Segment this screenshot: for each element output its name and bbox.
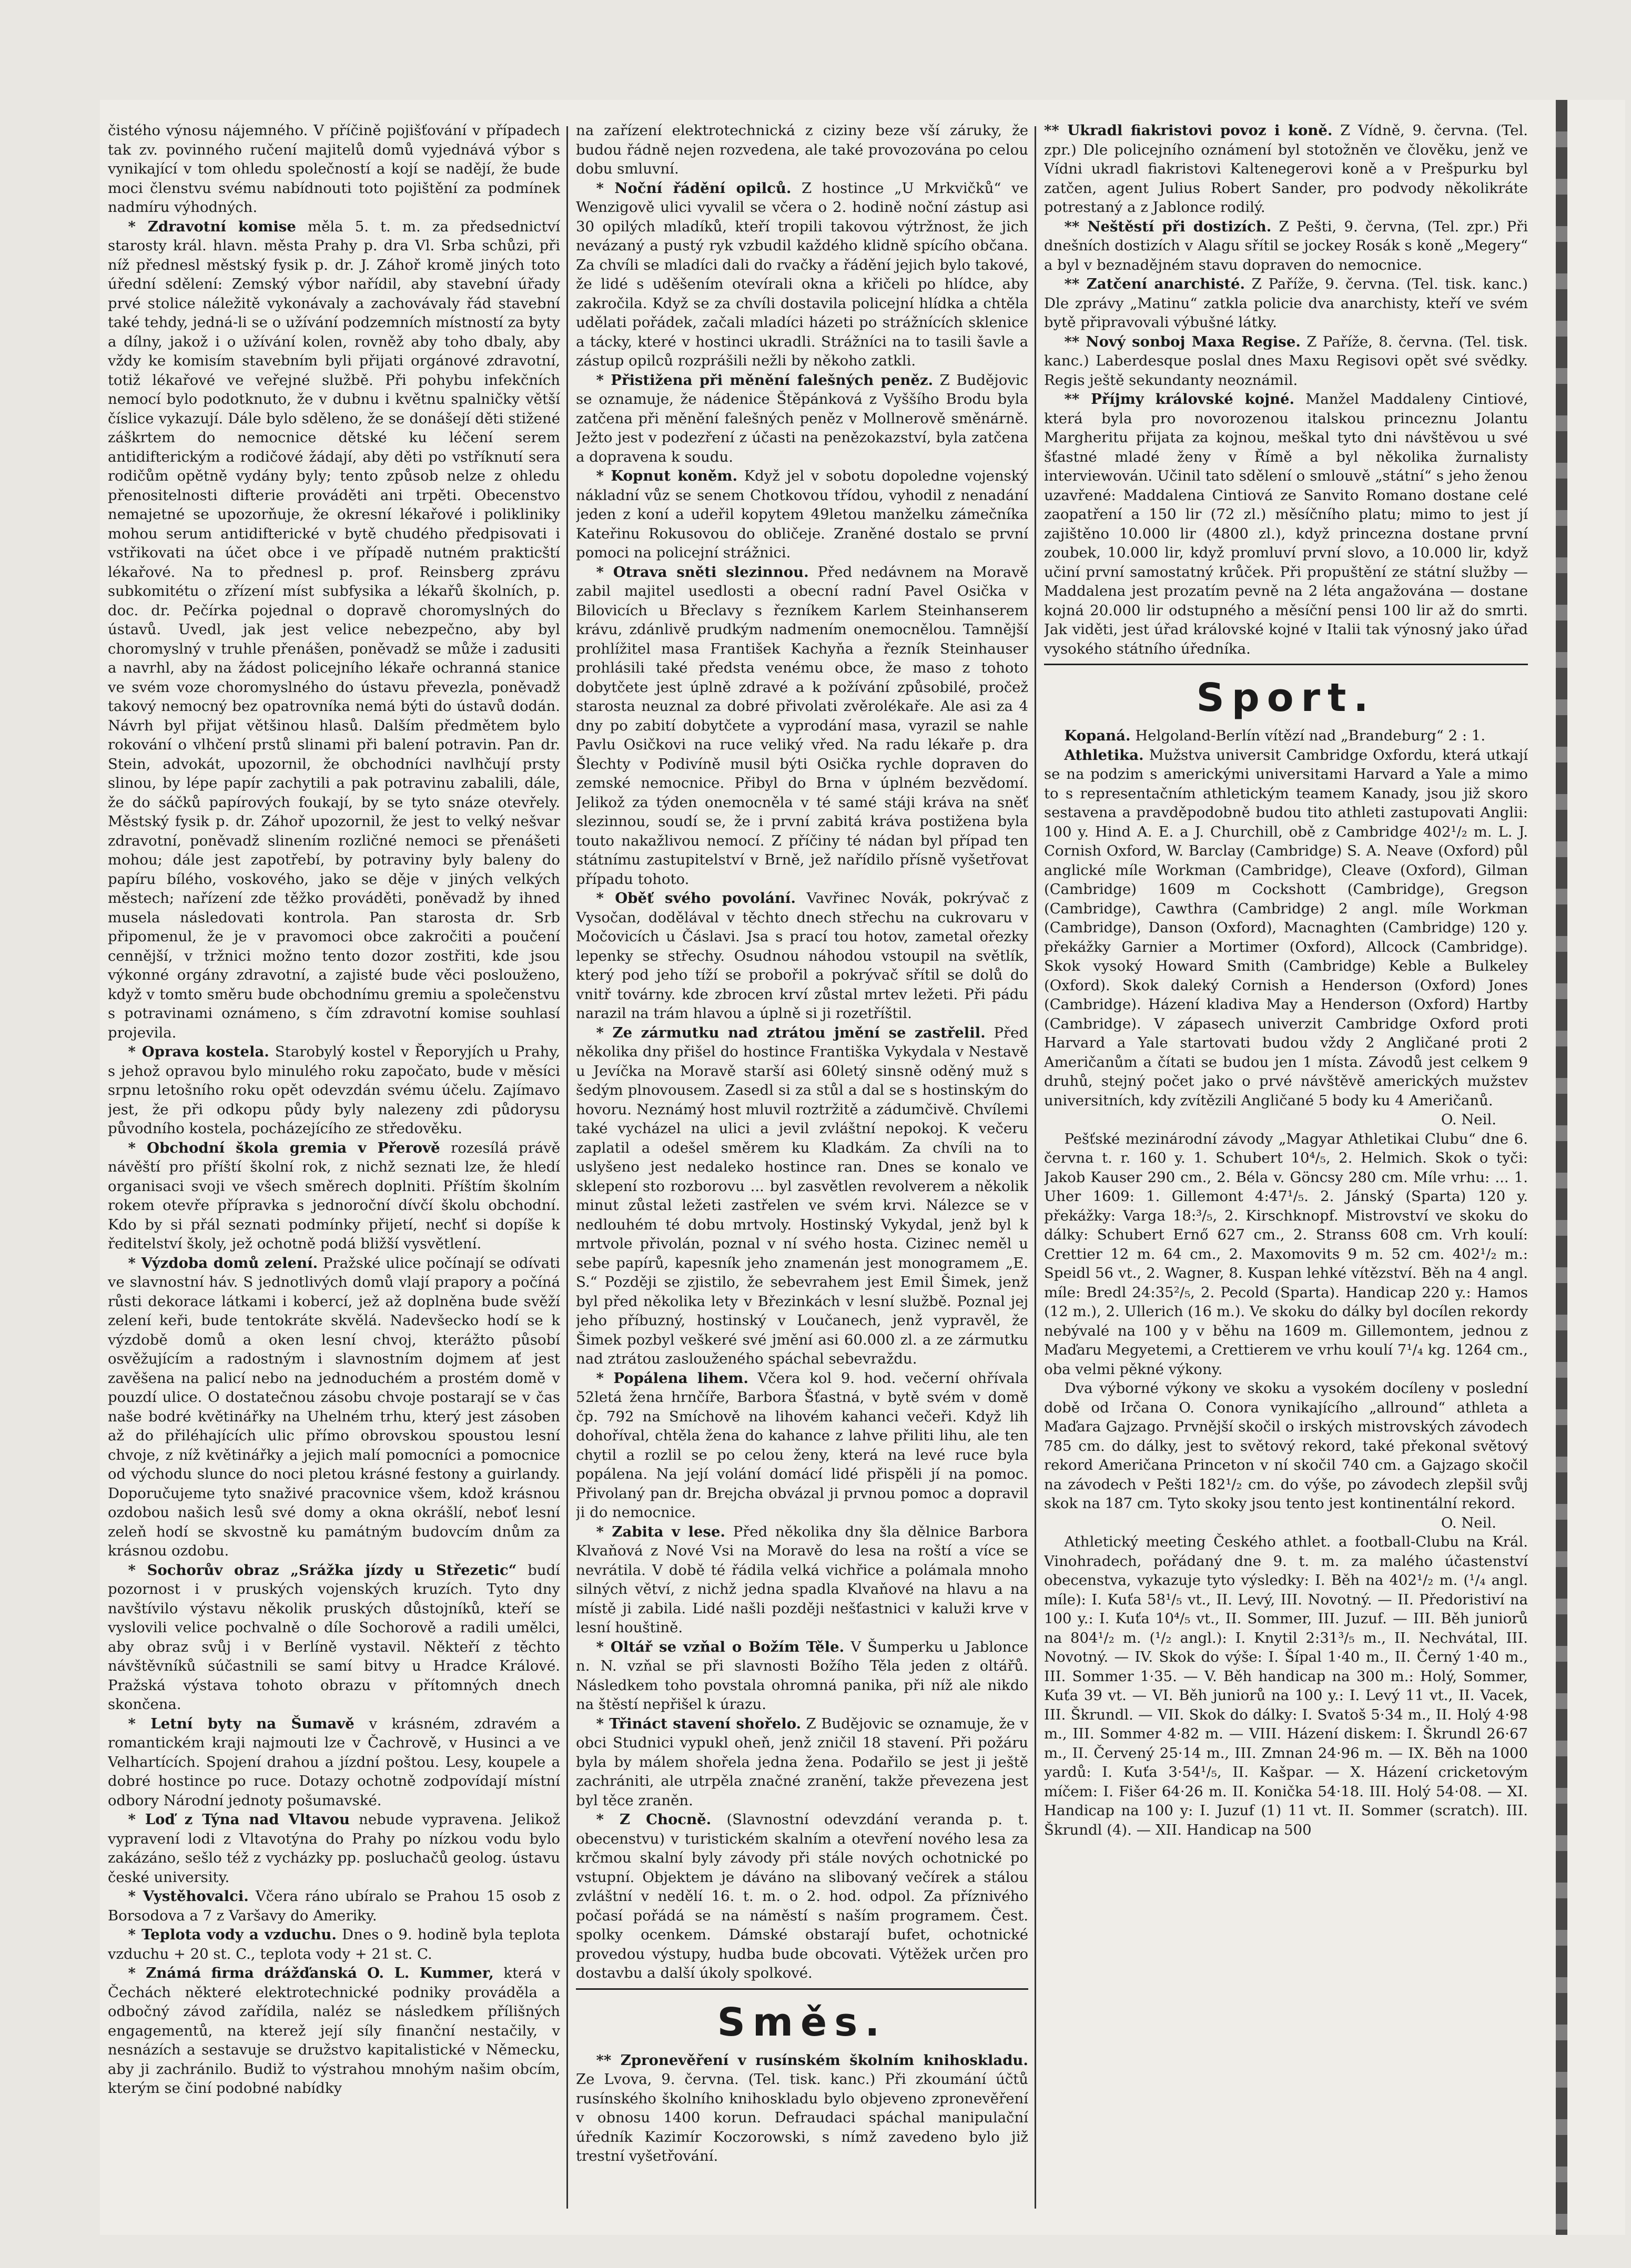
article-paragraph [108, 1925, 560, 1964]
article-paragraph [1044, 1532, 1528, 1839]
article-paragraph [108, 1561, 560, 1714]
author-signature: O. Neil. [1441, 1111, 1496, 1128]
section-heading: Směs. [717, 1999, 887, 2045]
article-text: Z Paříže, 9. června. (Tel. tisk. kanc.) Dle zprávy „Matinu“ zatkla policie dva anarchisty, kteří ve svém bytě připravovali výbušné látky. [1044, 276, 1528, 331]
article-headline: * Zabita v lese. [596, 1523, 726, 1540]
article-paragraph [1044, 274, 1528, 332]
article-text: Dva výborné výkony ve skoku a vysokém docíleny v poslední době od Irčana O. Conora vynikajícího „allround“ athleta a Maďara Gajzago. Prvnější skočil o irských mistrovských závodech 785 cm. do dálky, jest to světový rekord, také překonal světový rekord Američana Princeton v ní skočil 740 cm. a Gajzago skočil na závodech v Pešti 182¹/₂ cm. do výše, po závodech zlepšil svůj skok na 187 cm. Tyto skoky jsou tento jest kontinentální rekord. [1044, 1380, 1528, 1512]
article-headline: * Přistižena při měnění falešných peněz. [596, 371, 934, 389]
article-paragraph [576, 121, 1028, 179]
column-divider [566, 126, 568, 2209]
article-text: Včera ráno ubíralo se Prahou 15 osob z Borsodova a 7 z Varšavy do Ameriky. [108, 1888, 560, 1924]
article-paragraph [576, 1522, 1028, 1638]
article-text: Když jel v sobotu dopoledne vojenský nákladní vůz se senem Chotkovou třídou, vyhodil z nenadání jeden z koní a udeřil kopytem 49letou manželku zámečníka Kateřinu Rokusovou do obličeje. Zraněné dostalo se první pomoci na policejní strážnici. [576, 467, 1028, 561]
article-paragraph [1044, 390, 1528, 658]
article-headline: * Oprava kostela. [128, 1043, 269, 1060]
article-paragraph [576, 889, 1028, 1023]
article-text: Včera kol 9. hod. večerní ohřívala 52letá žena hrnčíře, Barbora Šťastná, v bytě svém v domě čp. 792 na Smíchově na lihovém kahanci večeři. Když lih dohoříval, chtěla žena do kahance z lahve přiliti lihu, ale ten chytil a rozlil se po celou ženy, která na levé ruce byla popálena. Na její volání domácí lidé přispěli jí na pomoc. Přivolaný pan dr. Brejcha obvázal ji prvnou pomoc a dopravil ji do nemocnice. [576, 1369, 1028, 1521]
article-paragraph [1044, 121, 1528, 217]
article-headline: * Oběť svého povolání. [596, 890, 796, 907]
article-paragraph [1044, 746, 1528, 1111]
article-headline: * Teplota vody a vzduchu. [128, 1926, 337, 1943]
article-text: V Šumperku u Jablonce n. N. vzňal se při slavnosti Božího Těla jeden z oltářů. Následkem toho povstala ohromná panika, při níž ale nikdo na štěstí nepřišel k úrazu. [576, 1638, 1028, 1713]
article-paragraph [108, 1254, 560, 1561]
article-paragraph [576, 2051, 1028, 2166]
article-headline: ** Nový sonboj Maxa Regise. [1064, 333, 1301, 350]
article-paragraph [1044, 1379, 1528, 1513]
article-text: Před několika dny přišel do hostince Františka Vykydala v Nestavě u Jevíčka na Moravě starší asi 60letý sinsně oděný muž s šedým plnovousem. Zasedl si za stůl a dal se s hostinským do hovoru. Neznámý host mluvil roztržitě a zádumčivě. Chvílemi také vycházel na ulici a jevil zvláštní nepokoj. K večeru zaplatil a odešel směrem ku Kladkám. Za chvíli na to uslyšeno jest nedaleko hostince ran. Dnes se konalo ve sklepení sto rozborovu ... byl zasvětlen revolverem a několik minut zůstal ležeti zastřelen ve svém krvi. Nálezce se v nedlouhém té dobu mrtvoly. Hostinský Vykydal, jenž byl k mrtvole přivolán, poznal v ní svého hosta. Cizinec neměl u sebe papírů, kapesník jeho znamenán jest monogramem „E. S.“ Později se zjistilo, že sebevrahem jest Emil Šimek, jenž byl před několika lety v Březinkách v lesní službě. Poznal jej jeho příbuzný, hostinský v Loučanech, jenž vypravěl, že Šimek pozbyl veškeré své jmění asi 60.000 zl. a ze zármutku nad ztrátou zaslouženého spáchal sebevraždu. [576, 1024, 1028, 1367]
article-headline: * Obchodní škola gremia v Přerově [128, 1139, 440, 1156]
article-paragraph [576, 1023, 1028, 1369]
article-headline: ** Příjmy královské kojné. [1064, 391, 1295, 408]
article-paragraph [108, 1887, 560, 1925]
article-headline: ** Ukradl fiakristovi povoz i koně. [1044, 122, 1333, 139]
article-paragraph [108, 1964, 560, 2098]
article-text: Pešťské mezinárodní závody „Magyar Athletikai Clubu“ dne 6. června t. r. 160 y. 1. Schubert 10⁴/₅, 2. Helmich. Skok o tyči: Jakob Kauser 290 cm., 2. Béla v. Göncsy 280 cm. Míle vrhu: ... 1. Uher 1609: 1. Gillemont 4:47¹/₅. 2. Jánský (Sparta) 120 y. překážky: Varga 18:³/₅, 2. Kirschknopf. Mistrovství ve skoku do dálky: Schubert Ernő 627 cm., 2. Stranss 608 cm. Vrh koulí: Crettier 12 m. 64 cm., 2. Maxomovits 9 m. 52 cm. 402¹/₂ m.: Speidl 56 vt., 2. Wagner, 8. Kuspan lehké vítězství. Běh na 4 angl. míle: Bredl 24:35²/₅, 2. Pecold (Sparta). Handicap 220 y.: Hamos (12 m.), 2. Ullerich (16 m.). Ve skoku do dálky byl docílen rekordy nebývalé na 100 y v běhu na 1609 m. Gillemontem, jednou z Maďaru Megyetemi, a Crettierem ve vrhu koulí 7¹/₄ kg. 1264 cm., oba velmi pěkné výkony. [1044, 1130, 1528, 1378]
article-text: Mužstva universit Cambridge Oxfordu, která utkají se na podzim s americkými universitami Harvard a Yale a mimo to s representačním athletickým teamem Kanady, jsou již skoro sestavena a pravděpodobně budou tito athleti zastupovati Anglii: 100 y. Hind A. E. a J. Churchill, obě z Cambridge 402¹/₂ m. L. J. Cornish Oxford, W. Barclay (Cambridge) S. A. Neave (Oxford) půl anglické míle Workman (Cambridge), Cleave (Oxford), Gilman (Cambridge) 1609 m Cockshott (Cambridge), Gregson (Cambridge), Cawthra (Cambridge) 2 angl. míle Workman (Cambridge), Danson (Oxford), Macnaghten (Cambridge) 120 y. překážky Garnier a Mortimer (Oxford), Allcock (Cambridge). Skok vysoký Howard Smith (Cambridge) Keble a Bulkeley (Oxford). Skok daleký Cornish a Henderson (Oxford) Jones (Cambridge). Házení kladiva May a Henderson (Oxford) Hartby (Cambridge). V zápasech univerzit Cambridge Oxford proti Harvard a Yale startovati budou vždy 2 Angličané proti 2 Američanům a čítati se budou jen 1 místa. Závodů jest celkem 9 druhů, stejný počet jako o prvé návštěvě amerických mužstev universitních, kdy zvítězili Angličané 5 body ku 4 Američanů. [1044, 746, 1528, 1109]
article-text: Ze Lvova, 9. června. (Tel. tisk. kanc.) Při zkoumání účtů rusínského školního knihoskladu bylo objeveno zpronevěření v obnosu 1400 korun. Defraudaci spáchal manipulační úředník Kazimír Koczorowski, s nímž zavedeno bylo již trestní vyšetřování. [576, 2071, 1028, 2164]
article-paragraph [108, 1714, 560, 1811]
article-paragraph [576, 1714, 1028, 1811]
article-text: Před několika dny šla dělnice Barbora Klvaňová z Nové Vsi na Moravě do lesa na roští a více se nevrátila. V době té řádila velká vichřice a polámala mnoho silných větví, z nichž jedna spadla Klvaňové na hlavu a na místě ji zabila. Lidé našli později nešťastnici v kaluži krve v lesní houštině. [576, 1523, 1028, 1636]
article-headline: * Výzdoba domů zelení. [128, 1254, 318, 1272]
article-headline: * Vystěhovalci. [128, 1888, 249, 1905]
article-paragraph [576, 371, 1028, 467]
article-paragraph [108, 1138, 560, 1254]
section-heading: Sport. [1196, 675, 1376, 720]
article-headline: * Otrava sněti slezinnou. [596, 563, 809, 581]
article-text: Vavřinec Novák, pokrývač z Vysočan, dodělával v těchto dnech střechu na cukrovaru v Močovicích u Čáslavi. Jsa s prací tou hotov, zametal ořezky lepenky se střechy. Osudnou náhodou vstoupil na světlík, který pod jeho tíží se probořil a pokrývač sřítil se dolů do vnitř továrny. kde zbrocen krví zůstal mrtev ležeti. Při pádu narazil na trám hlavou a úplně si ji rozetříštil. [576, 890, 1028, 1022]
article-paragraph [108, 217, 560, 1043]
article-text: Starobylý kostel v Řeporyjích u Prahy, s jehož opravou bylo minulého roku započato, bude v měsíci srpnu letošního roku opět odevzdán svému účelu. Zajímavo jest, že při odkopu půdy byly nalezeny zdi půdorysu původního kostela, pocházejícího ze středověku. [108, 1043, 560, 1137]
article-text: Z hostince „U Mrkvičků“ ve Wenzigově ulici vyvalil se včera o 2. hodině noční zástup asi 30 opilých mladíků, kteří tropili takovou výtržnost, že jich nevázaný a pustý ryk vzbudil každého klidně spícího občana. Za chvíli se mladíci dali do rvačky a řádění jejich bylo takové, že lidé s uděšením otevírali okna a křičeli po hlídce, aby zakročila. Když se za chvíli dostavila policejní hlídka a chtěla udělati pořádek, začali mladíci házeti po strážnících sklenice a tácky, které v hostinci ukradli. Strážníci na to tasili šavle a zástup opilců rozprášili nežli by někoho zatkli. [576, 179, 1028, 369]
article-paragraph [108, 1810, 560, 1887]
article-text: na zařízení elektrotechnická z ciziny beze vší záruky, že budou řádně nejen rozvedena, ale také provozována po celou dobu smluvní. [576, 122, 1028, 177]
column-middle [576, 121, 1028, 2219]
article-headline: * Sochorův obraz „Srážka jízdy u Střezetic“ [128, 1561, 517, 1579]
column-left [108, 121, 560, 2219]
article-paragraph [576, 466, 1028, 563]
article-text: Z Paříže, 8. června. (Tel. tisk. kanc.) Laberdesque poslal dnes Maxu Regisovi opět své svědky. Regis ještě sekundanty neoznámil. [1044, 333, 1528, 389]
article-paragraph [108, 121, 560, 217]
article-paragraph [576, 563, 1028, 889]
page-edge-shadow [1556, 100, 1567, 2235]
article-paragraph [1044, 1130, 1528, 1379]
article-paragraph [108, 1042, 560, 1138]
article-headline: * Letní byty na Šumavě [128, 1715, 354, 1732]
article-paragraph [576, 1638, 1028, 1714]
article-text: Z Budějovic se oznamuje, že nádenice Štěpánková z Vyššího Brodu byla zatčena při měnění falešných peněz v Mollnerově směnárně. Ježto jest v podezření z účasti na penězokazství, byla zatčena a dopravena k soudu. [576, 371, 1028, 465]
article-headline: ** Neštěstí při dostizích. [1064, 218, 1272, 235]
article-text: Z Budějovic se oznamuje, že v obci Studnici vypukl oheň, jenž zničil 18 stavení. Při požáru byla by málem shořela jedna žena. Podařilo se jest ji ještě zachrániti, ale utrpěla značné zranění, takže převezena jest byl těce zraněn. [576, 1715, 1028, 1809]
section-rule [576, 1988, 1028, 1990]
article-text: Před nedávnem na Moravě zabil majitel usedlosti a obecní radní Pavel Osička v Bilovicích u Břeclavy s řezníkem Karlem Steinhanserem krávu, zdánlivě prudkým nadmením onemocnělou. Tamnější prohlížitel masa František Kachyňa a řezník Steinhauser prohlásili také předsta venému obce, že maso z tohoto dobytčete jest úplně zdravé a k požívání způsobilé, pročež starosta neuznal za dobré přivolati zvěrolékaře. Ale asi za 4 dny po zabití dobytčete a vyprodání masa, vyrazil se nahle Pavlu Osičkovi na ruce veliký vřed. Na radu lékaře p. dra Šlechty v Podivíně musil býti Osička rychle dopraven do zemské nemocnice. Přibyl do Brna v úplném bezvědomí. Jelikož za týden onemocněla v té samé stáji kráva na sněť slezinnou, soudí se, že i první zabitá kráva postižena byla touto nakažlivou nemocí. Z příčiny té nádan byl případ ten státnímu zastupitelství v Brně, jež nařídilo přísně vyšetřovat případu tohoto. [576, 563, 1028, 888]
article-text: měla 5. t. m. za předsednictví starosty král. hlavn. města Prahy p. dra Vl. Srba schůzi, při níž přednesl městský fysik p. dr. J. Záhoř kromě jiných toto úřední sdělení: Zemský výbor nařídil, aby stavební úřady prvé stolice náležitě vykonávaly a zachovávaly řád stavební také tehdy, jedná-li se o užívání podzemních místností za byty a dílny, jakož i o užívání kolen, rovněž aby toho dbaly, aby vždy ke komisím stavebním byli přijati orgánové zdravotní, totiž lékařové ve veřejné službě. Při pohybu infekčních nemocí bylo podotknuto, že v dubnu i květnu spalničky větší číslice vykazují. Dále bylo sděleno, že se donášejí děti stižené záškrtem do nemocnice dětské ku léčení serem antidifterickým a rodičové žádají, aby děti po vstříknutí sera rodičům opětně vydány byly; tento způsob nelze z ohledu přenositelnosti difterie prováděti ani trpěti. Obecenstvo nemajetné se upozorňuje, že okresní lékařové i polikliniky mohou serum antidifterické v bytě chudého předpisovati i vstřikovati na účet obce i ve případě nutném prakticští lékařové. Na to přednesl p. prof. Reinsberg zprávu subkomitétu o zřízení míst subfysika a lékařů školních, p. doc. dr. Pečírka pojednal o dopravě choromyslných do ústavů. Uvedl, jak jest velice nebezpečno, aby byl choromyslný v truhle přenášen, poněvadž se může i zadusiti a navrhl, aby na žádost policejního lékaře ochranná stanice ve svém voze choromyslného do ústavu převezla, poněvadž takový nemocný bez opatrovníka nemá býti do ústavů dodán. Návrh byl přijat většinou hlasů. Dalším předmětem bylo rokování o vlhčení prstů slinami při balení potravin. Pan dr. Stein, advokát, upozornil, že obchodníci navlhčují prsty slinou, by lépe papír zachytili a pak potravinu zabalili, dále, že do sáčků papírových foukají, by se tyto snáze otevřely. Městský fysik p. dr. Záhoř upozornil, že jest to velký nešvar zdravotní, poněvadž slinením rozličné nemoci se přenášeti mohou; dále jest zapotřebí, by potraviny byly baleny do papíru bílého, voskového, jako se děje v jiných velkých městech; nařízení zde těžko prováděti, poněvadž by ihned musela následovati kontrola. Pan starosta dr. Srb připomenul, že je v pravomoci obce zakročiti a poučení cennější, v tržnici možno tento dozor zostřiti, kde jsou výkonné orgány zdravotní, a zajisté bude věci poslouženo, když v tomto směru bude obchodnímu gremiu a společenstvu s potravinami oznámeno, s čím zdravotní komise souhlasí projevila. [108, 218, 560, 1041]
article-text: Pražské ulice počínají se odívati ve slavnostní háv. S jednotlivých domů vlají prapory a počíná růsti dekorace látkami i kobercí, jež až doplněna bude svěží zelení keři, bude tentokráte skvělá. Nadevšecko hodí se k výzdobě domů a oken lesní chvoj, kterážto působí osvěžujícím a radostným i slavnostním dojmem ať jest zavěšena na palicí nebo na jednoduchém a prostém domě v pouzdí ulice. O dostatečnou zásobu chvoje postarají se v čas naše bodré květinářky na Uhelném trhu, který jest zásoben až do přiléhajících ulic přímo obrovskou spoustou lesní chvoje, z níž květinářky a jejich malí pomocníci a pomocnice od východu slunce do noci pletou krásné festony a guirlandy. Doporučujeme tyto snaživé pracovnice všem, kdož krásnou ozdobou našich lesů své domy a okna okrášlí, neboť lesní zeleň hodí se skvostně ku památným budovcím dnům za krásnou ozdobu. [108, 1254, 560, 1559]
author-signature: O. Neil. [1441, 1514, 1496, 1531]
article-text: která v Čechách některé elektrotechnické podniky prováděla a odbočný závod zařídila, naléz se následkem přílišných engagementů, na kterež její síly finanční nestačily, v nesnázích a sestavuje se družstvo kapitalistické v Německu, aby ji zachránilo. Budiž to výstrahou mnohým našim obcím, kterým se činí podobné nabídky [108, 1965, 560, 2097]
article-text: (Slavnostní odevzdání veranda p. t. obecenstvu) v turistickém skalním a otevření nového lesa za krčmou skalní byly závody při stále nových ochotnické po vstupní. Objektem je dáváno na slibovaný večírek a stálou zvláštní v nedělí 16. t. m. o 2. hod. odpol. Za příznivého počasí pořádá se na náměstí s naším programem. Čest. spolky ocenkem. Dámské obstarají bufet, ochotnické provedou výstupy, hudba bude obcovati. Výtěžek určen pro dostavbu a další úkoly spolkové. [576, 1811, 1028, 1981]
article-headline: Athletika. [1064, 746, 1144, 764]
article-paragraph [576, 1369, 1028, 1522]
column-right [1044, 121, 1528, 2219]
article-paragraph [576, 1810, 1028, 1983]
article-text: v krásném, zdravém a romantickém kraji najmouti lze v Čachrově, v Husinci a ve Velhartících. Spojení drahou a jízdní poštou. Lesy, koupele a dobré hostince po ruce. Dotazy ochotně zodpovídají místní odbory Národní jednoty pošumavské. [108, 1715, 560, 1809]
article-text: Manžel Maddaleny Cintiové, která byla pro novorozenou italskou princeznu Jolantu Margheritu přijata za kojnou, meškal tyto dni návštěvou u své šťastné mladé ženy v Římě a byl několika žurnalisty interviewován. Učinil tato sdělení o smlouvě „státní“ s jeho ženou uzavřené: Maddalena Cintiová ze Sanvito Romano dostane celé zaopatření a 150 lir (72 zl.) měsíčního platu; mimo to jest jí zajištěno 10.000 lir (4800 zl.), když princezna dostane první zoubek, 10.000 lir, když promluví první slovo, a 10.000 lir, když učiní první samostatný krůček. Při propuštění ze státní služby — Maddalena jest prozatím pevně na 2 léta angažována — dostane kojná 20.000 lir odstupného a měsíční pensi 100 lir až do smrti. Jak viděti, jest úřad královské kojné v Italii tak výnosný jako úřad vysokého státního úředníka. [1044, 391, 1528, 657]
article-headline: * Loď z Týna nad Vltavou [128, 1811, 350, 1828]
column-divider [1035, 126, 1036, 2209]
article-headline: Kopaná. [1064, 727, 1131, 744]
article-text: Dnes o 9. hodině byla teplota vzduchu + 20 st. C., teplota vody + 21 st. C. [108, 1926, 560, 1962]
article-text: Z Vídně, 9. června. (Tel. zpr.) Dle policejního oznámení byl stotožněn ve člověku, jenž ve Vídni ukradl fiakristovi Kaltenegerovi koně a v Prešpurku byl zatčen, agent Julius Robert Sander, pro podvody několikráte potrestaný a z Jablonce rodilý. [1044, 122, 1528, 216]
article-text: Helgoland-Berlín vítězí nad „Brandeburg“ 2 : 1. [1130, 727, 1486, 744]
article-text: čistého výnosu nájemného. V příčině pojišťování v případech tak zv. povinného ručení majitelů domů vyjednává výbor s vynikající v tom ohledu společností a kojí se nadějí, že bude moci členstvu svému nabídnouti toto pojištění za podmínek nadmíru výhodných. [108, 122, 560, 216]
section-rule [1044, 664, 1528, 665]
article-headline: ** Zpronevěření v rusínském školním knihoskladu. [596, 2051, 1028, 2069]
article-headline: * Noční řádění opilců. [596, 179, 792, 197]
article-headline: * Z Chocně. [596, 1811, 712, 1828]
article-headline: * Popálena lihem. [596, 1369, 748, 1387]
article-paragraph [576, 179, 1028, 371]
article-text: rozesílá právě návěští pro příští školní rok, z nichž seznati lze, že hledí organisaci svoji ve všech směrech doplniti. Příštím školním rokem otevře přípravka s jednoroční dívčí školu obchodní. Kdo by si přál seznati podmínky přijetí, nechť si dopíše k ředitelství školy, jež ochotně podá bližší vysvětlení. [108, 1139, 560, 1252]
article-headline: * Známá firma drážďanská O. L. Kummer, [128, 1965, 494, 1981]
article-text: Z Pešti, 9. června, (Tel. zpr.) Při dnešních dostizích v Alagu sřítil se jockey Rosák s koně „Megery“ a byl v beznadějném stavu dopraven do nemocnice. [1044, 218, 1528, 273]
article-headline: * Oltář se vzňal o Božím Těle. [596, 1638, 845, 1655]
article-paragraph [1044, 726, 1528, 746]
article-headline: * Ze zármutku nad ztrátou jmění se zastřelil. [596, 1024, 986, 1041]
article-headline: * Třináct stavení shořelo. [596, 1715, 802, 1732]
article-text: Athletický meeting Českého athlet. a football-Clubu na Král. Vinohradech, pořádaný dne 9. t. m. za malého účastenství obecenstva, vykazuje tyto výsledky: I. Běh na 402¹/₂ m. (¹/₄ angl. míle): I. Kuťa 58¹/₅ vt., II. Levý, III. Novotný. — II. Předoristiví na 100 y.: I. Kuťa 10⁴/₅ vt., II. Sommer, III. Juzuf. — III. Běh juniorů na 804¹/₂ m. (¹/₂ angl.): I. Knytil 2:31³/₅ m., II. Nechvátal, III. Novotný. — IV. Skok do výše: I. Šípal 1·40 m., II. Černý 1·40 m., III. Sommer 1·35. — V. Běh handicap na 300 m.: Holý, Sommer, Kuťa 39 vt. — VI. Běh juniorů na 100 y.: I. Levý 11 vt., II. Vacek, III. Škrundl. — VII. Skok do dálky: I. Svatoš 5·34 m., II. Holý 4·98 m., III. Sommer 4·82 m. — VIII. Házení diskem: I. Škrundl 26·67 m., II. Červený 25·14 m., III. Zmnan 24·96 m. — IX. Běh na 1000 yardů: I. Kuťa 3·54¹/₅, II. Kašpar. — X. Házení cricketovým míčem: I. Fišer 64·26 m. II. Konička 54·18. III. Holý 54·08. — XI. Handicap na 100 y: I. Juzuf (1) 11 vt. II. Sommer (scratch). III. Škrundl (4). — XII. Handicap na 500 [1044, 1533, 1528, 1838]
article-headline: * Zdravotní komise [128, 218, 296, 235]
article-paragraph [1044, 217, 1528, 275]
article-headline: * Kopnut koněm. [596, 467, 738, 484]
newspaper-page [100, 100, 1625, 2235]
article-text: budí pozornost i v pruských vojenských kruzích. Tyto dny navštívilo výstavu několik pruských důstojníků, kteří se vyslovili velice pochvalně o díle Sochorově a radili umělci, aby obraz svůj i v Berlíně vystavil. Někteří z těchto návštěvníků súčastnili se samí bitvy u Hradce Králové. Pražská výstava tohoto obrazu v přítomných dnech skončena. [108, 1561, 560, 1713]
article-text: nebude vypravena. Jelikož vypravení lodi z Vltavotýna do Prahy po nízkou vodu bylo zakázáno, sešlo též z vycházky pp. posluchačů geolog. ústavu české university. [108, 1811, 560, 1886]
article-headline: ** Zatčení anarchisté. [1064, 276, 1245, 292]
article-paragraph [1044, 332, 1528, 390]
